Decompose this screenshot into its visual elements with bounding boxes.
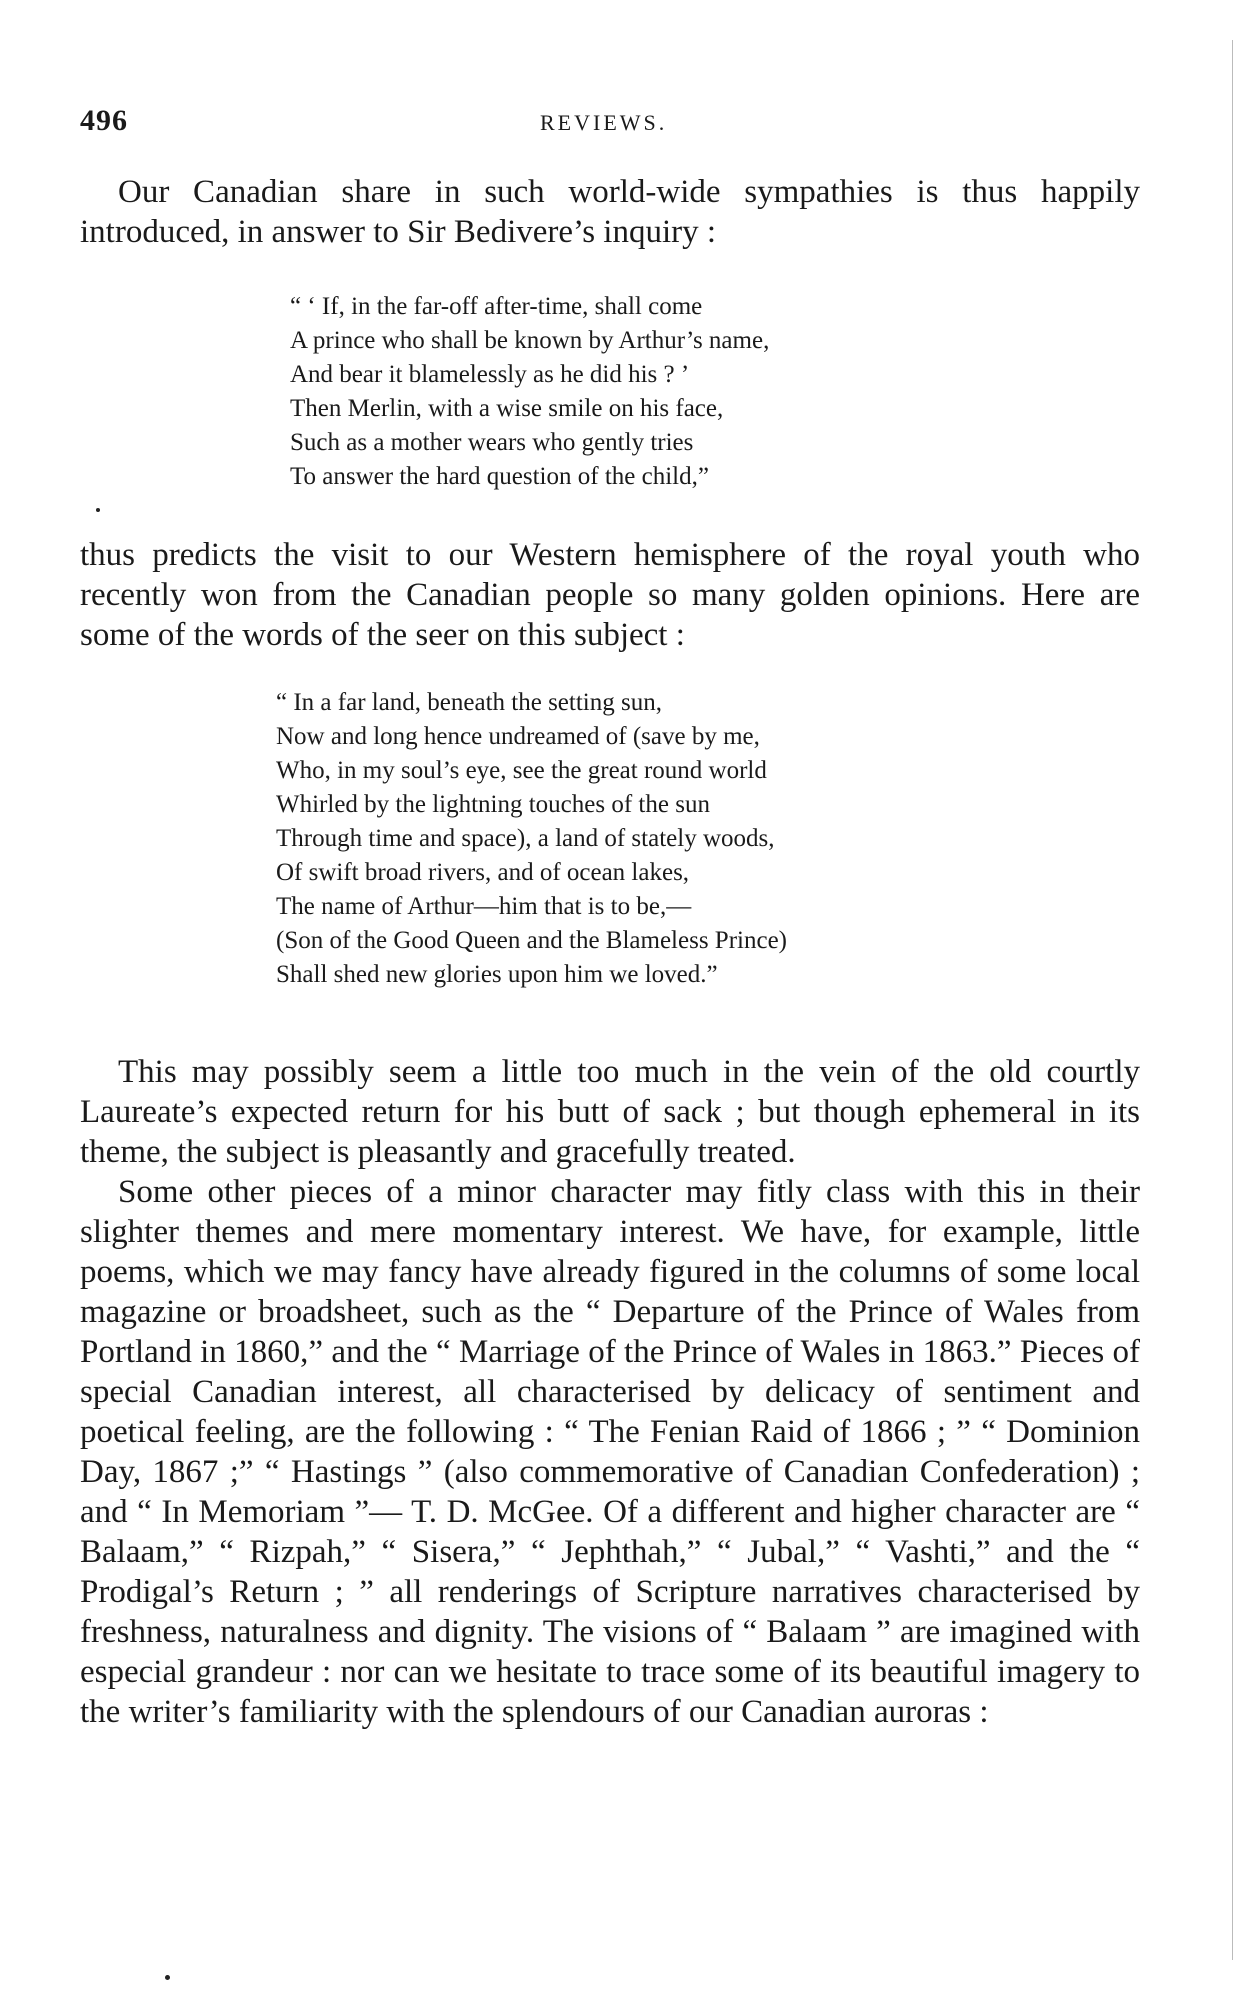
middle-paragraph-block [80, 535, 1140, 655]
verse-line: “ In a far land, beneath the setting sun, [276, 689, 662, 716]
verse-line: Of swift broad rivers, and of ocean lakes, [276, 859, 690, 886]
verse-line: To answer the hard question of the child,” [290, 463, 709, 490]
body-paragraphs-block [80, 1052, 1140, 1732]
intro-paragraph: Our Canadian share in such world-wide sympathies is thus happily introduced, in answer to Sir Bedivere’s inquiry : [80, 174, 1140, 250]
verse-line: Now and long hence undreamed of (save by me, [276, 723, 760, 750]
verse-line: The name of Arthur—him that is to be,— [276, 893, 692, 920]
verse-line: (Son of the Good Queen and the Blameless Prince) [276, 927, 787, 954]
ink-speck [165, 1975, 170, 1980]
paragraph-laureate: This may possibly seem a little too much in the vein of the old courtly Laureate’s expected return for his butt of sack ; but though ephemeral in its theme, the subject is pleasantly and gracefully treated. [80, 1054, 1140, 1170]
middle-paragraph: thus predicts the visit to our Western hemisphere of the royal youth who recently won from the Canadian people so many golden opinions. Here are some of the words of the seer on this subject : [80, 537, 1140, 653]
verse-line: Shall shed new glories upon him we loved.” [276, 961, 718, 988]
verse-line: Whirled by the lightning touches of the sun [276, 791, 710, 818]
verse-line: Then Merlin, with a wise smile on his face, [290, 395, 724, 422]
intro-paragraph-block [80, 172, 1140, 252]
page-header [80, 104, 1140, 144]
verse-quote-1 [290, 290, 769, 494]
verse-quote-2 [276, 686, 787, 992]
paragraph-minor-pieces: Some other pieces of a minor character may fitly class with this in their slighter themes and mere momentary interest. We have, for example, little poems, which we may fancy have already figured in the columns of some local magazine or broadsheet, such as the “ Departure of the Prince of Wales from Portland in 1860,” and the “ Marriage of the Prince of Wales in 1863.” Pieces of special Canadian interest, all characterised by delicacy of sentiment and poetical feeling, are the following : “ The Fenian Raid of 1866 ; ” “ Dominion Day, 1867 ;” “ Hastings ” (also commemorative of Canadian Confederation) ; and “ In Memoriam ”— T. D. McGee. Of a different and higher character are “ Balaam,” “ Rizpah,” “ Sisera,” “ Jephthah,” “ Jubal,” “ Vashti,” and the “ Prodigal’s Return ; ” all renderings of Scripture narratives characterised by freshness, naturalness and dignity. The visions of “ Balaam ” are imagined with especial grandeur : nor can we hesitate to trace some of its beautiful imagery to the writer’s familiarity with the splendours of our Canadian auroras : [80, 1174, 1140, 1730]
running-head: REVIEWS. [540, 110, 668, 135]
verse-line: A prince who shall be known by Arthur’s name, [290, 327, 770, 354]
verse-line: Who, in my soul’s eye, see the great round world [276, 757, 767, 784]
verse-line: And bear it blamelessly as he did his ? ’ [290, 361, 690, 388]
verse-line: Such as a mother wears who gently tries [290, 429, 694, 456]
verse-line: Through time and space), a land of stately woods, [276, 825, 775, 852]
page-number: 496 [80, 104, 128, 137]
verse-line: “ ‘ If, in the far-off after-time, shall come [290, 293, 703, 320]
ink-speck [96, 508, 100, 512]
scan-edge-line [1232, 40, 1233, 1960]
